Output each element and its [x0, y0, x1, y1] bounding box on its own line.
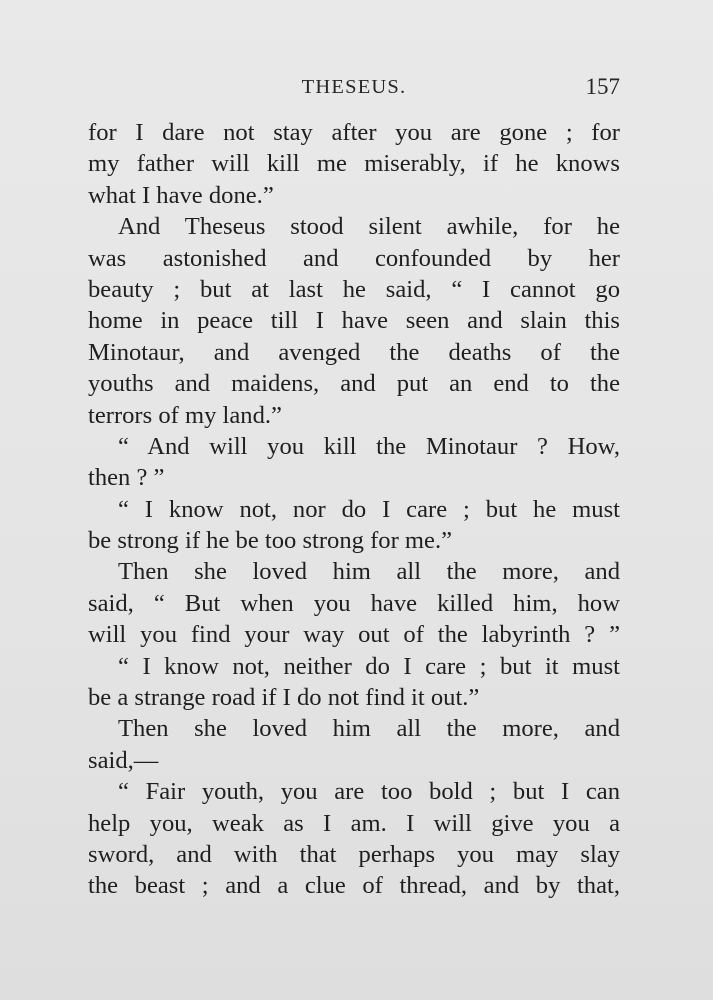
- text-line: be a strange road if I do not find it out.”: [88, 684, 480, 712]
- text-line: sword, and with that perhaps you may slay: [88, 840, 620, 868]
- text-line: then ? ”: [88, 464, 165, 492]
- text-line: “ I know not, neither do I care ; but it must: [118, 652, 620, 680]
- text-line: “ I know not, nor do I care ; but he must: [118, 495, 620, 523]
- page-header: [88, 74, 620, 104]
- text-line: for I dare not stay after you are gone ; for: [88, 119, 620, 146]
- page-number: 157: [585, 74, 620, 99]
- text-line: terrors of my land.”: [88, 401, 282, 429]
- text-line: said, “ But when you have killed him, how: [88, 589, 620, 617]
- text-line: home in peace till I have seen and slain this: [88, 307, 620, 335]
- running-title: THESEUS.: [301, 76, 407, 98]
- text-line: beauty ; but at last he said, “ I cannot go: [88, 275, 620, 303]
- body-text: [88, 117, 620, 902]
- text-line: youths and maidens, and put an end to the: [88, 370, 620, 398]
- text-line: “ And will you kill the Minotaur ? How,: [118, 432, 620, 460]
- text-line: what I have done.”: [88, 181, 274, 209]
- text-line: Minotaur, and avenged the deaths of the: [88, 338, 620, 366]
- text-line: And Theseus stood silent awhile, for he: [118, 213, 620, 241]
- text-line: Then she loved him all the more, and: [118, 715, 620, 743]
- text-line: the beast ; and a clue of thread, and by that,: [88, 872, 620, 900]
- text-line: Then she loved him all the more, and: [118, 558, 620, 586]
- text-line: was astonished and confounded by her: [88, 244, 620, 272]
- text-line: said,—: [88, 746, 159, 774]
- text-line: my father will kill me miserably, if he knows: [88, 150, 620, 178]
- text-line: be strong if he be too strong for me.”: [88, 527, 453, 555]
- text-line: will you find your way out of the labyrinth ? ”: [88, 621, 620, 649]
- text-line: “ Fair youth, you are too bold ; but I can: [118, 778, 620, 806]
- text-line: help you, weak as I am. I will give you a: [88, 809, 620, 837]
